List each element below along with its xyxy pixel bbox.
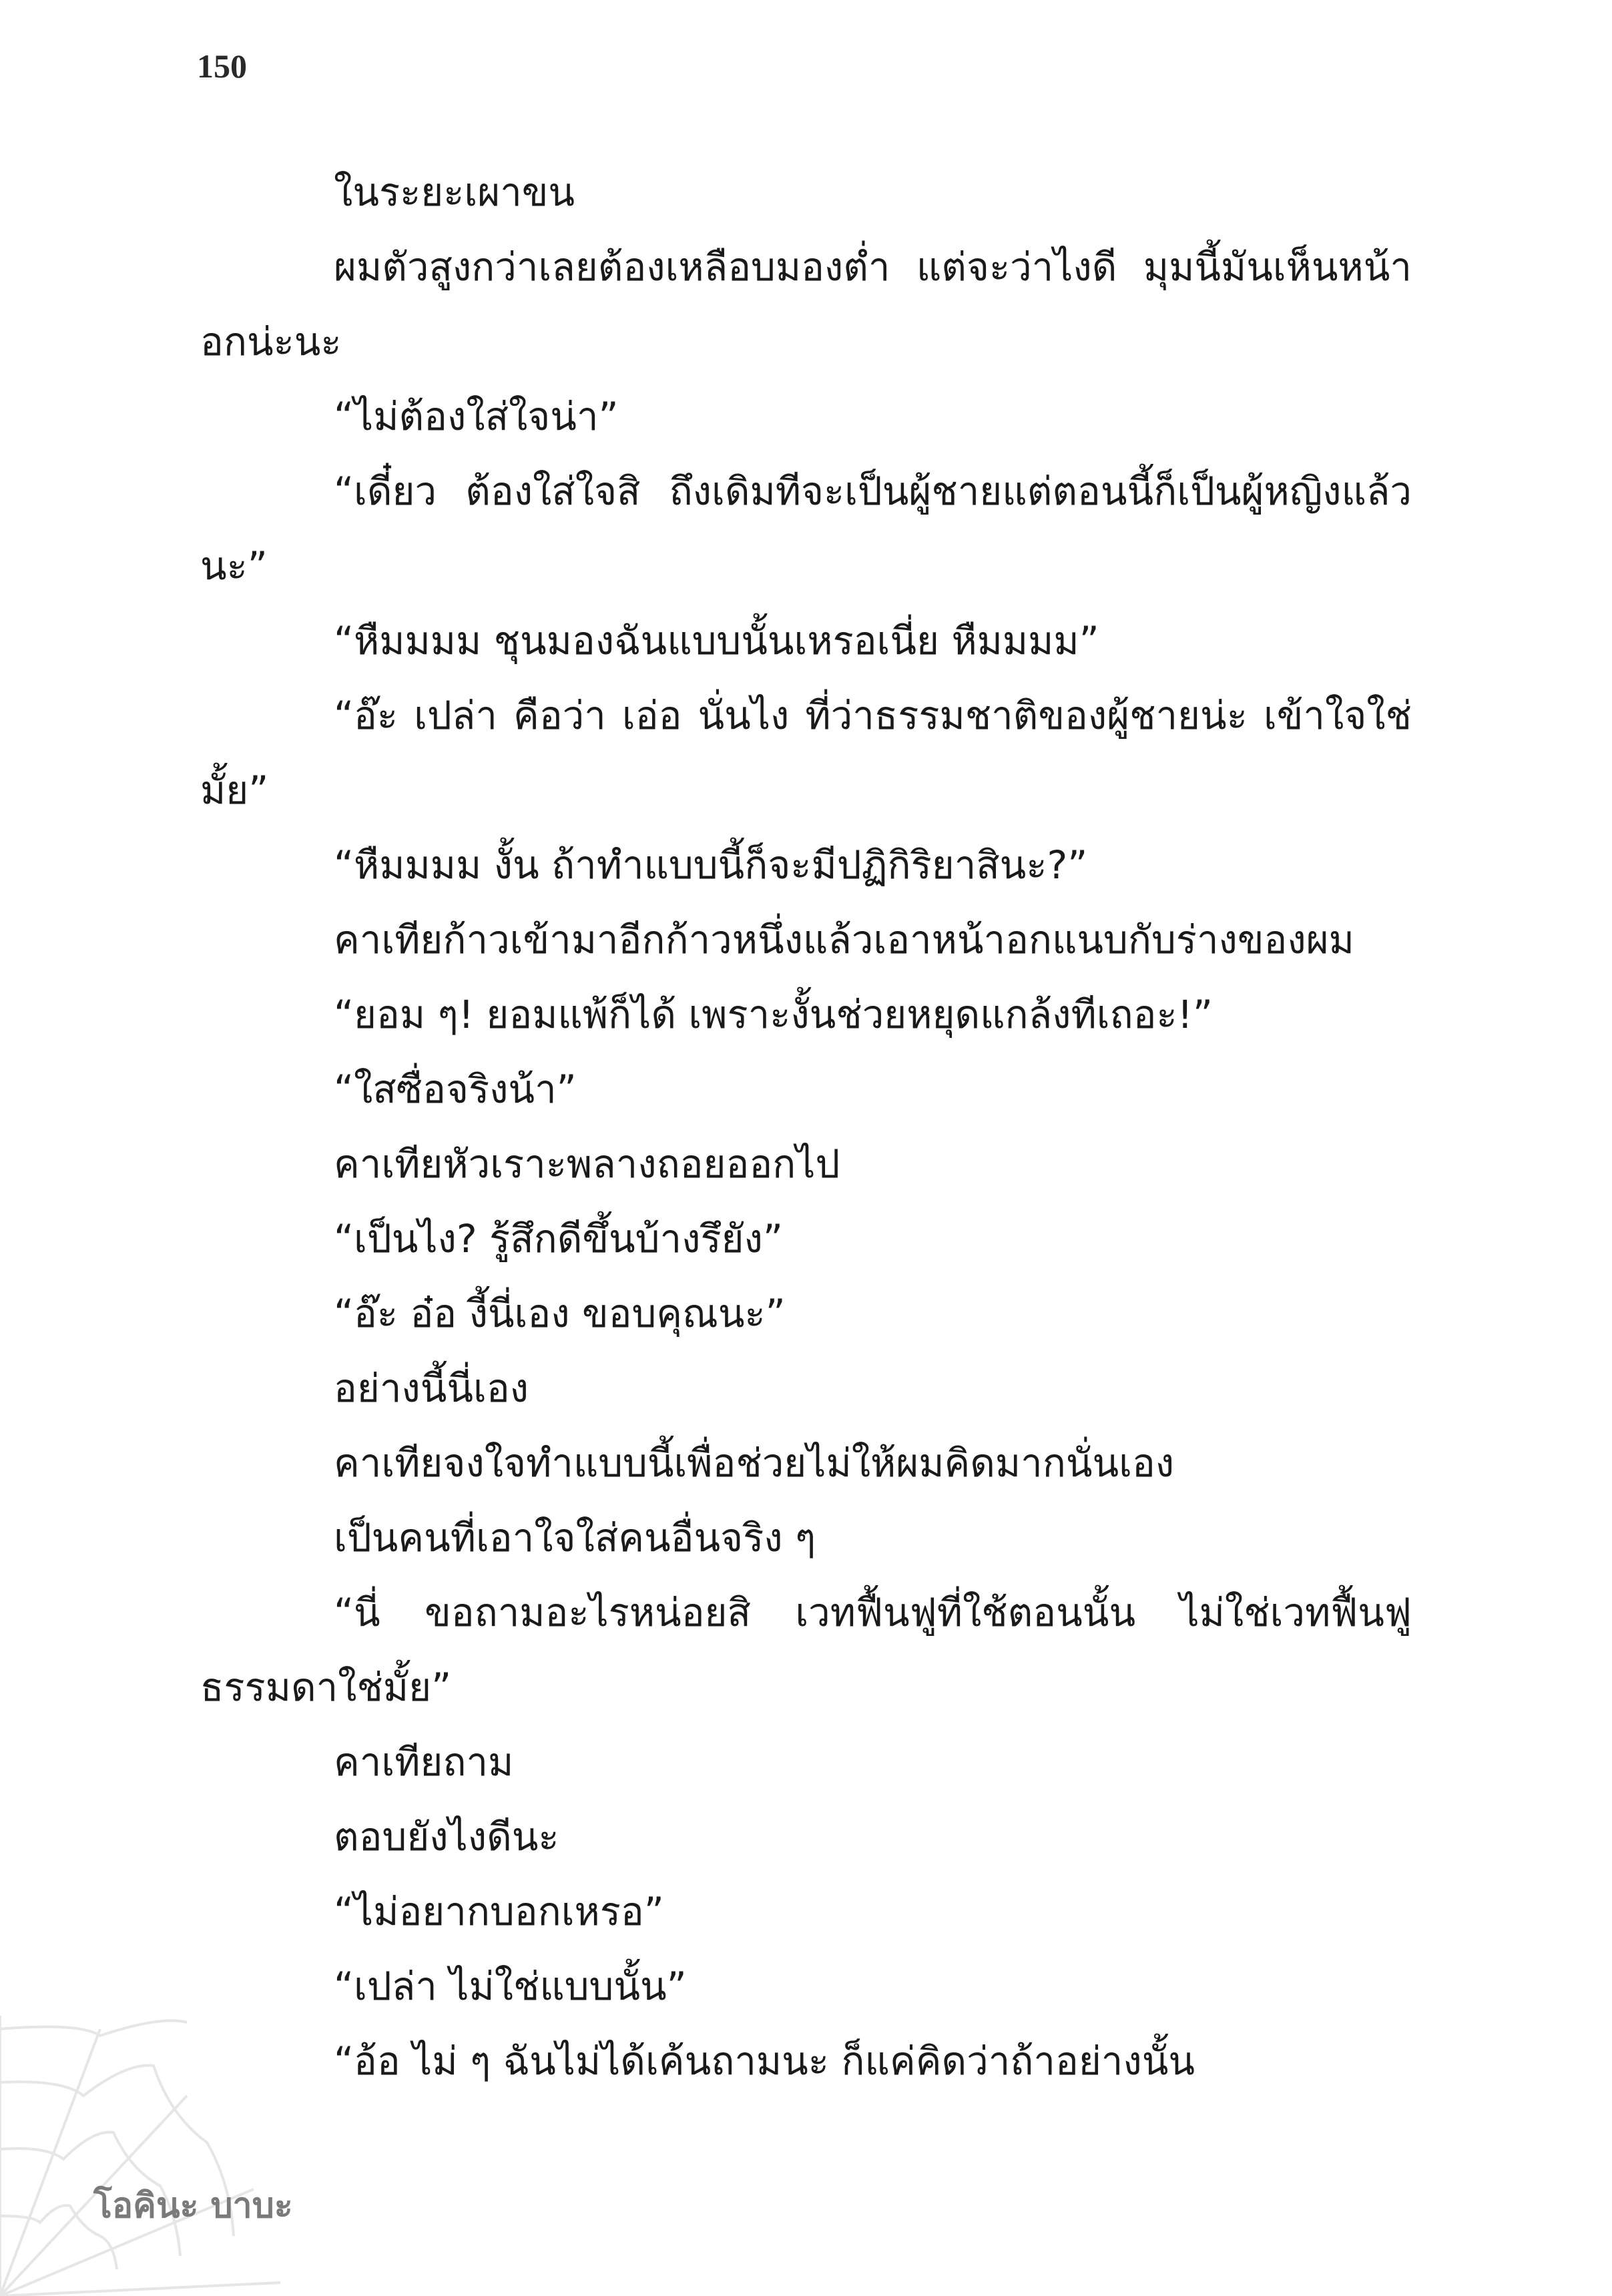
paragraph: “อ้อ ไม่ ๆ ฉันไม่ได้เค้นถามนะ ก็แค่คิดว่าถ้าอย่างนั้น [334,2038,1195,2084]
paragraph: “ใสซื่อจริงน้า” [334,1067,577,1112]
paragraph: คาเทียหัวเราะพลางถอยออกไป [334,1141,840,1187]
paragraph: ตอบยังไงดีนะ [334,1814,559,1859]
spider-web-icon [0,2016,280,2296]
paragraph: คาเทียก้าวเข้ามาอีกก้าวหนึ่งแล้วเอาหน้าอกแนบกับร่างของผม [334,917,1354,962]
paragraph: “เดี๋ยว ต้องใส่ใจสิ ถึงเดิมทีจะเป็นผู้ชายแต่ตอนนี้ก็เป็นผู้หญิงแล้วนะ” [200,469,1412,589]
paragraph: คาเทียจงใจทำแบบนี้เพื่อช่วยไม่ให้ผมคิดมากนั่นเอง [334,1440,1175,1486]
body-text [200,155,1412,2098]
paragraph: คาเทียถาม [334,1739,514,1785]
paragraph: ผมตัวสูงกว่าเลยต้องเหลือบมองต่ำ แต่จะว่าไงดี มุมนี้มันเห็นหน้าอกน่ะนะ [200,244,1412,364]
paragraph: “เปล่า ไม่ใช่แบบนั้น” [334,1964,687,2009]
author-footer: โอคินะ บาบะ [93,2186,293,2226]
paragraph: “ไม่ต้องใส่ใจน่า” [334,394,619,439]
paragraph: “อ๊ะ เปล่า คือว่า เอ่อ นั่นไง ที่ว่าธรรมชาติของผู้ชายน่ะ เข้าใจใช่มั้ย” [200,693,1412,813]
paragraph: อย่างนี้นี่เอง [334,1366,529,1411]
paragraph: “ยอม ๆ! ยอมแพ้ก็ได้ เพราะงั้นช่วยหยุดแกล้งทีเถอะ!” [334,992,1213,1037]
page-number: 150 [197,47,247,85]
paragraph: ในระยะเผาขน [334,170,575,215]
paragraph: “หืมมมม ชุนมองฉันแบบนั้นเหรอเนี่ย หืมมมม” [334,618,1099,663]
paragraph: “เป็นไง? รู้สึกดีขึ้นบ้างรึยัง” [334,1216,783,1261]
paragraph: “ไม่อยากบอกเหรอ” [334,1889,664,1934]
paragraph: “อ๊ะ อ๋อ งี้นี่เอง ขอบคุณนะ” [334,1291,786,1336]
paragraph: เป็นคนที่เอาใจใส่คนอื่นจริง ๆ [334,1515,816,1560]
paragraph: “นี่ ขอถามอะไรหน่อยสิ เวทฟื้นฟูที่ใช้ตอนนั้น ไม่ใช่เวทฟื้นฟูธรรมดาใช่มั้ย” [200,1590,1412,1710]
paragraph: “หืมมมม งั้น ถ้าทำแบบนี้ก็จะมีปฏิกิริยาสินะ?” [334,842,1088,888]
